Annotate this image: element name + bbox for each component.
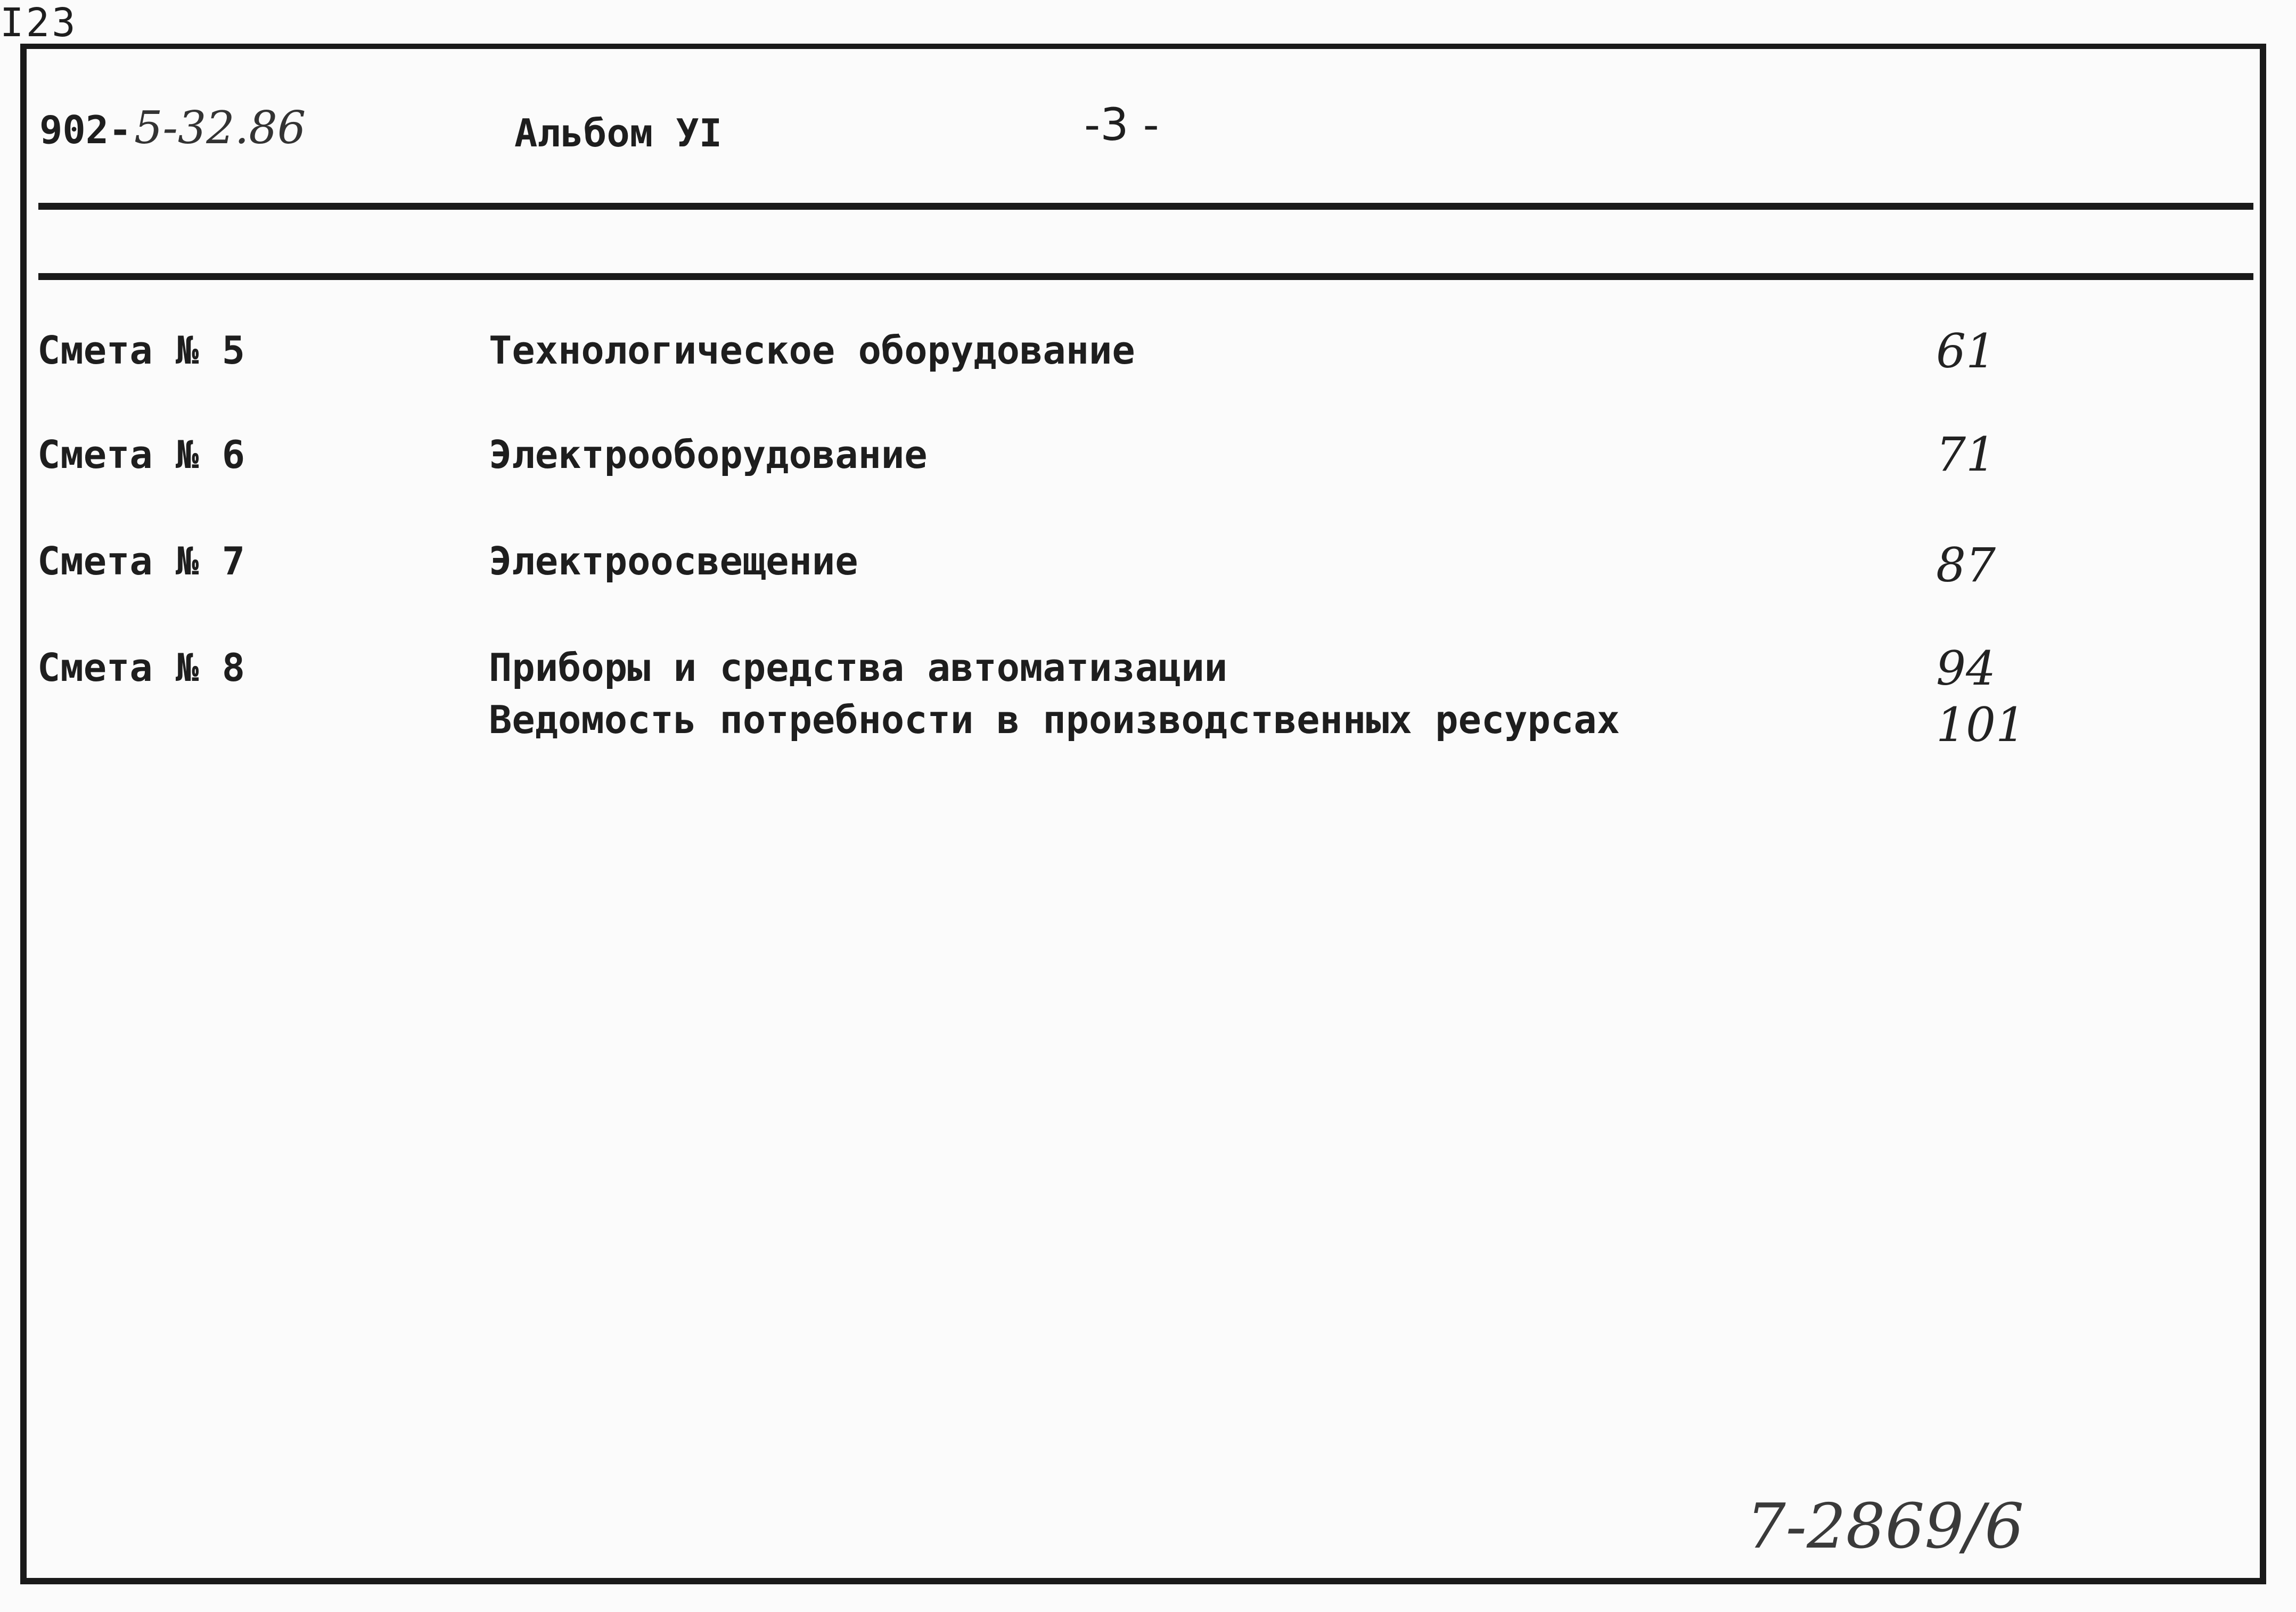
document-code-handwritten: 5-32.86	[134, 102, 306, 154]
estimate-page: 94	[1936, 641, 1996, 696]
estimate-page: 61	[1936, 324, 1996, 379]
estimate-label: Смета № 6	[37, 432, 245, 477]
inventory-stamp: 7-2869/6	[1746, 1491, 2024, 1562]
estimate-label: Смета № 5	[37, 328, 245, 373]
estimate-page: 87	[1936, 538, 1996, 593]
estimate-page: 101	[1936, 697, 2026, 752]
column-header-3: 3	[52, 0, 76, 46]
estimate-title: Электрооборудование	[489, 432, 928, 477]
estimate-label: Смета № 8	[37, 645, 245, 690]
table-top-rule	[38, 203, 2253, 210]
estimate-title: Ведомость потребности в производственных ресурсах	[489, 697, 1620, 742]
estimate-label: Смета № 7	[37, 539, 245, 583]
estimate-title: Электроосвещение	[489, 539, 858, 583]
table-header-rule	[38, 273, 2253, 280]
document-code: 902-	[39, 108, 132, 152]
album-title: Альбом УI	[514, 111, 723, 155]
estimate-title: Приборы и средства автоматизации	[489, 645, 1228, 690]
estimate-page: 71	[1936, 427, 1996, 482]
column-header-1: I	[0, 0, 24, 46]
estimate-title: Технологическое оборудование	[489, 328, 1135, 373]
column-header-2: 2	[26, 0, 50, 46]
page-number: -3 -	[1084, 98, 1159, 151]
